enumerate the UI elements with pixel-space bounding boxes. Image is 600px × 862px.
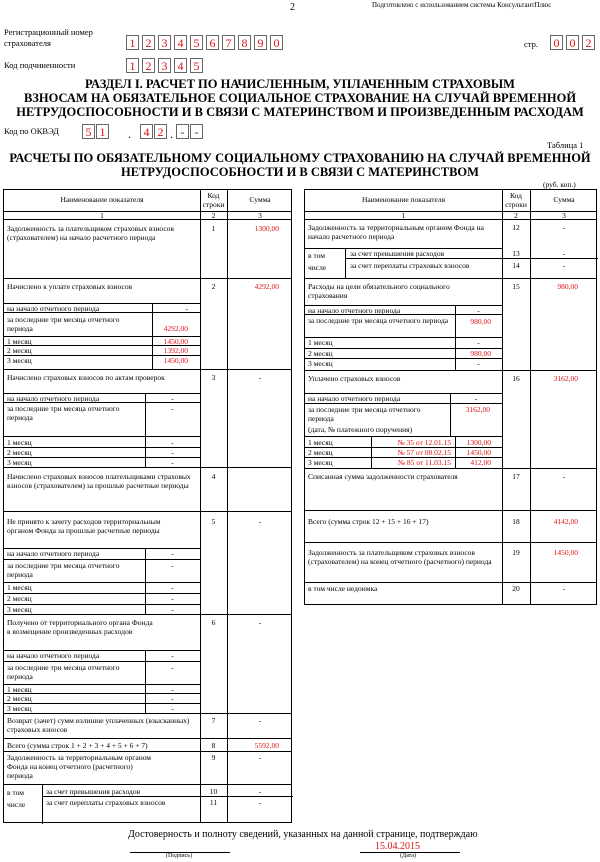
reg-number-cell-7[interactable]: 7 bbox=[222, 35, 235, 50]
row-2-subv-m1: 1450,00 bbox=[163, 337, 188, 346]
row-20-name: в том числе недоимка bbox=[308, 584, 378, 593]
row-16-sum: 3162,00 bbox=[553, 374, 578, 383]
row-8-name: Всего (сумма строк 1 + 2 + 3 + 4 + 5 + 6 + 7) bbox=[7, 741, 148, 750]
row-16-name: Уплачено страховых взносов bbox=[308, 374, 401, 383]
right-table bbox=[304, 189, 597, 605]
sub-code-label: Код подчиненности bbox=[4, 60, 76, 70]
row-16-payment-2: № 57 от 08.02.15 bbox=[397, 448, 451, 457]
sub-code-cell-1[interactable]: 1 bbox=[126, 58, 139, 73]
row-14-code: 14 bbox=[512, 261, 520, 270]
row-6-sub-m3: 3 месяц bbox=[7, 704, 32, 713]
row-9-name: Задолженность за территориальным органом Фонда на конец отчетного (расчетного) периода bbox=[7, 753, 152, 780]
row-18-sum: 4142,00 bbox=[553, 517, 578, 526]
row-16-code: 16 bbox=[512, 374, 520, 383]
page-number-cell-3[interactable]: 2 bbox=[582, 35, 595, 50]
row-1-sum: 1300,00 bbox=[254, 224, 279, 233]
right-col-n2: 2 bbox=[514, 211, 518, 220]
left-table bbox=[3, 189, 292, 823]
row-5-sub-start: на начало отчетного периода bbox=[7, 549, 100, 558]
reg-number-cell-2[interactable]: 2 bbox=[142, 35, 155, 50]
row-19-name: Задолженность за плательщиком страховых взносов (страхователем) на конец отчетного (расчетного) периода bbox=[308, 548, 492, 566]
okved-cell-2[interactable]: 1 bbox=[96, 124, 109, 139]
row-7-code: 7 bbox=[211, 716, 216, 725]
right-col-n1: 1 bbox=[401, 211, 406, 220]
row-2-code: 2 bbox=[211, 282, 216, 291]
row-11-code: 11 bbox=[209, 798, 218, 807]
row-15-subv-start: - bbox=[477, 306, 480, 315]
row-3-sub-m3: 3 месяц bbox=[7, 458, 32, 467]
row-17-sum: - bbox=[562, 472, 566, 481]
okved-dot-1: . bbox=[128, 127, 131, 141]
row-16-subv-start: - bbox=[474, 394, 478, 403]
okved-cell-5[interactable]: - bbox=[176, 124, 189, 139]
row-2-subv-start: - bbox=[185, 304, 188, 313]
row-8-code: 8 bbox=[211, 741, 216, 750]
sub-code-cell-3[interactable]: 3 bbox=[158, 58, 171, 73]
row-16-payv-3: 412,00 bbox=[470, 458, 491, 467]
row-14-sum: - bbox=[562, 261, 566, 270]
row-11-sum: - bbox=[258, 798, 262, 807]
row-15-name: Расходы на цели обязательного социального страхования bbox=[308, 282, 450, 300]
row-5-subv-m1: - bbox=[171, 583, 174, 592]
row-5-sub-m1: 1 месяц bbox=[7, 583, 32, 592]
row-16-subv-last3: 3162,00 bbox=[465, 405, 490, 414]
signature-caption: (Подпись) bbox=[166, 853, 193, 859]
reg-number-cell-8[interactable]: 8 bbox=[238, 35, 251, 50]
reg-number-cell-9[interactable]: 9 bbox=[254, 35, 267, 50]
row-3-code: 3 bbox=[211, 373, 216, 382]
row-15-code: 15 bbox=[512, 282, 520, 291]
section-title-3: НЕТРУДОСПОСОБНОСТИ И В СВЯЗИ С МАТЕРИНСТВОМ И ПРОИЗВЕДЕННЫМ РАСХОДАМ bbox=[16, 105, 584, 119]
row-5-sub-m3: 3 месяц bbox=[7, 605, 32, 614]
row-5-sub-last3: за последние три месяца отчетного периода bbox=[7, 561, 120, 579]
row-2-sum: 4292,00 bbox=[254, 282, 279, 291]
row-5-subv-last3: - bbox=[171, 561, 174, 570]
row-15-sub-last3: за последние три месяца отчетного периода bbox=[308, 316, 449, 325]
date-caption: (Дата) bbox=[400, 853, 416, 859]
okved-label: Код по ОКВЭД bbox=[4, 126, 59, 136]
sub-code-cell-4[interactable]: 4 bbox=[174, 58, 187, 73]
okved-cell-3[interactable]: 4 bbox=[140, 124, 153, 139]
row-3-subv-m1: - bbox=[171, 438, 174, 447]
row-6-subv-m3: - bbox=[171, 704, 174, 713]
row-18-code: 18 bbox=[512, 517, 520, 526]
row-6-sub-last3: за последние три месяца отчетного периода bbox=[7, 663, 120, 681]
units-note: (руб. коп.) bbox=[543, 180, 576, 189]
row-5-subv-m2: - bbox=[171, 594, 174, 603]
left-col-n1: 1 bbox=[100, 211, 104, 220]
row-3-sub-start: на начало отчетного периода bbox=[7, 394, 100, 403]
row-12-sum: - bbox=[562, 223, 566, 232]
row-3-subv-m2: - bbox=[171, 448, 174, 457]
left-col-sum: Сумма bbox=[249, 195, 271, 204]
row-7-sum: - bbox=[258, 716, 262, 725]
row-15-sub-m3: 3 месяц bbox=[308, 359, 333, 368]
row-6-subv-start: - bbox=[171, 651, 174, 660]
left-col-n2: 2 bbox=[211, 211, 216, 220]
reg-number-cell-5[interactable]: 5 bbox=[190, 35, 203, 50]
row-2-name: Начислено к уплате страховых взносов bbox=[7, 282, 133, 291]
section-title-2: ВЗНОСАМ НА ОБЯЗАТЕЛЬНОЕ СОЦИАЛЬНОЕ СТРАХОВАНИЕ НА СЛУЧАЙ ВРЕМЕННОЙ bbox=[23, 91, 577, 105]
row-2-subv-last3: 4292,00 bbox=[163, 324, 188, 333]
section-title-1: РАЗДЕЛ I. РАСЧЕТ ПО НАЧИСЛЕННЫМ, УПЛАЧЕННЫМ СТРАХОВЫМ bbox=[85, 77, 515, 91]
row-4-name: Начислено страховых взносов плательщиками страховых взносов (страхователем) за прошлые расчетные периоды bbox=[7, 472, 191, 490]
row-11-name: за счет переплаты страховых взносов bbox=[46, 798, 166, 807]
right-col-n3: 3 bbox=[562, 211, 566, 220]
row-2-sub-last3: за последние три месяца отчетного периода bbox=[7, 315, 120, 333]
okved-cell-6[interactable]: - bbox=[190, 124, 203, 139]
row-13-name: за счет превышения расходов bbox=[350, 249, 445, 258]
row-18-name: Всего (сумма строк 12 + 15 + 16 + 17) bbox=[308, 517, 429, 526]
row-6-subv-m1: - bbox=[171, 685, 174, 694]
row-16-sub-start: на начало отчетного периода bbox=[308, 394, 401, 403]
row-6-sub-m2: 2 месяц bbox=[7, 694, 32, 703]
row-16-sub-payment-note: (дата, № платежного поручения) bbox=[308, 425, 413, 434]
row-6-subv-m2: - bbox=[171, 694, 174, 703]
left-col-n3: 3 bbox=[258, 211, 262, 220]
row-2-subv-m3: 1450,00 bbox=[163, 356, 188, 365]
row-6-sum: - bbox=[258, 618, 262, 627]
row-3-subv-last3: - bbox=[171, 404, 174, 413]
reg-number-cell-6[interactable]: 6 bbox=[206, 35, 219, 50]
row-5-sum: - bbox=[258, 517, 262, 526]
row-6-sub-m1: 1 месяц bbox=[7, 685, 32, 694]
reg-number-label: Регистрационный номер страхователя bbox=[4, 27, 93, 48]
row-5-name: Не принято к зачету расходов территориальным органом Фонда за прошлые расчетные периоды bbox=[7, 517, 161, 535]
row-15-subv-last3: 980,00 bbox=[470, 317, 491, 326]
right-col-code: Код строки bbox=[505, 191, 527, 209]
row-6-name: Получено от территориального органа Фонда в возмещение произведенных расходов bbox=[7, 618, 153, 636]
row-5-sub-m2: 2 месяц bbox=[7, 594, 32, 603]
row-16-payment-3: № 85 от 11.03.15 bbox=[397, 458, 451, 467]
row-15-sub-m2: 2 месяц bbox=[308, 349, 333, 358]
okved-cell-4[interactable]: 2 bbox=[154, 124, 167, 139]
reg-number-cell-1[interactable]: 1 bbox=[126, 35, 139, 50]
reg-number-cell-10[interactable]: 0 bbox=[270, 35, 283, 50]
row-15-subv-m3: - bbox=[477, 359, 480, 368]
row-15-sub-m1: 1 месяц bbox=[308, 338, 333, 347]
row-15-sum: 980,00 bbox=[557, 282, 578, 291]
row-10-code: 10 bbox=[209, 787, 218, 796]
row-6-subv-last3: - bbox=[171, 663, 174, 672]
row-19-code: 19 bbox=[512, 548, 520, 557]
row-2-sub-m2: 2 месяц bbox=[7, 346, 32, 355]
row-20-sum: - bbox=[562, 584, 566, 593]
sub-code-cell-2[interactable]: 2 bbox=[142, 58, 155, 73]
row-17-code: 17 bbox=[512, 472, 520, 481]
row-20-code: 20 bbox=[512, 584, 520, 593]
okved-dot-2: . bbox=[170, 127, 173, 141]
row-1-name: Задолженность за плательщиком страховых взносов (страхователем) на начало расчетного периода bbox=[7, 224, 174, 242]
right-col-name: Наименование показателя bbox=[361, 195, 446, 204]
row-3-subv-start: - bbox=[171, 394, 174, 403]
row-15-subv-m2: 980,00 bbox=[470, 349, 491, 358]
row-7-name: Возврат (зачет) сумм излишне уплаченных (взысканных) страховых взносов bbox=[7, 716, 190, 734]
sub-code-cell-5[interactable]: 5 bbox=[190, 58, 203, 73]
row-5-subv-m3: - bbox=[171, 605, 174, 614]
left-col-code: Код строки bbox=[202, 191, 225, 209]
row-13-code: 13 bbox=[512, 249, 520, 258]
row-3-sum: - bbox=[258, 373, 262, 382]
row-3-sub-last3: за последние три месяца отчетного периода bbox=[7, 404, 120, 422]
left-col-name: Наименование показателя bbox=[60, 195, 144, 204]
reg-number-cell-3[interactable]: 3 bbox=[158, 35, 171, 50]
row-16-sub-m2: 2 месяц bbox=[308, 448, 333, 457]
row-15-sub-start: на начало отчетного периода bbox=[308, 306, 401, 315]
right-incl-label: в том числе bbox=[308, 251, 327, 272]
row-10-sum: - bbox=[258, 787, 262, 796]
page-label: стр. bbox=[524, 39, 538, 49]
page-number-cell-2[interactable]: 0 bbox=[566, 35, 579, 50]
row-16-sub-m1: 1 месяц bbox=[308, 438, 333, 447]
confirmation-statement: Достоверность и полноту сведений, указанных на данной странице, подтверждаю bbox=[128, 829, 478, 840]
row-9-code: 9 bbox=[211, 753, 216, 762]
row-3-sub-m1: 1 месяц bbox=[7, 438, 32, 447]
row-3-subv-m3: - bbox=[171, 458, 174, 467]
row-14-name: за счет переплаты страховых взносов bbox=[350, 261, 470, 270]
row-8-sum: 5592,00 bbox=[254, 741, 279, 750]
row-1-code: 1 bbox=[211, 224, 216, 233]
row-2-sub-m3: 3 месяц bbox=[7, 356, 32, 365]
table-label: Таблица 1 bbox=[547, 140, 584, 150]
row-12-code: 12 bbox=[512, 223, 520, 232]
row-2-subv-m2: 1392,00 bbox=[163, 346, 188, 355]
row-3-sub-m2: 2 месяц bbox=[7, 448, 32, 457]
row-2-sub-m1: 1 месяц bbox=[7, 337, 32, 346]
table-title-1: РАСЧЕТЫ ПО ОБЯЗАТЕЛЬНОМУ СОЦИАЛЬНОМУ СТРАХОВАНИЮ НА СЛУЧАЙ ВРЕМЕННОЙ bbox=[9, 151, 591, 165]
row-17-name: Списанная сумма задолженности страхователя bbox=[308, 472, 458, 481]
row-16-payv-1: 1300,00 bbox=[466, 438, 491, 447]
table-title-2: НЕТРУДОСПОСОБНОСТИ И В СВЯЗИ С МАТЕРИНСТВОМ bbox=[121, 165, 479, 179]
row-5-subv-start: - bbox=[171, 549, 174, 558]
row-6-sub-start: на начало отчетного периода bbox=[7, 651, 100, 660]
reg-number-cell-4[interactable]: 4 bbox=[174, 35, 187, 50]
row-4-code: 4 bbox=[211, 472, 216, 481]
row-10-name: за счет превышения расходов bbox=[46, 787, 141, 796]
left-incl-label: в том числе bbox=[7, 788, 26, 809]
row-15-subv-m1: - bbox=[477, 338, 480, 347]
signature-date: 15.04.2015 bbox=[375, 841, 420, 852]
row-12-name: Задолженность за территориальным органом Фонда на начало расчетного периода bbox=[308, 223, 484, 241]
row-6-code: 6 bbox=[211, 618, 216, 627]
page-number-cell-1[interactable]: 0 bbox=[550, 35, 563, 50]
row-2-sub-start: на начало отчетного периода bbox=[7, 304, 100, 313]
right-col-sum: Сумма bbox=[553, 195, 575, 204]
row-5-code: 5 bbox=[211, 517, 216, 526]
row-16-sub-last3: за последние три месяца отчетного периода bbox=[308, 405, 421, 423]
row-19-sum: 1450,00 bbox=[553, 548, 578, 557]
source-note: Подготовлено с использованием системы КонсультантПлюс bbox=[372, 1, 552, 9]
row-13-sum: - bbox=[562, 249, 566, 258]
row-9-sum: - bbox=[258, 753, 262, 762]
row-16-payment-1: № 35 от 12.01.15 bbox=[397, 438, 451, 447]
row-16-sub-m3: 3 месяц bbox=[308, 458, 333, 467]
page-number: 2 bbox=[290, 2, 295, 13]
okved-cell-1[interactable]: 5 bbox=[82, 124, 95, 139]
row-16-payv-2: 1450,00 bbox=[466, 448, 491, 457]
row-3-name: Начислено страховых взносов по актам проверок bbox=[7, 373, 165, 382]
